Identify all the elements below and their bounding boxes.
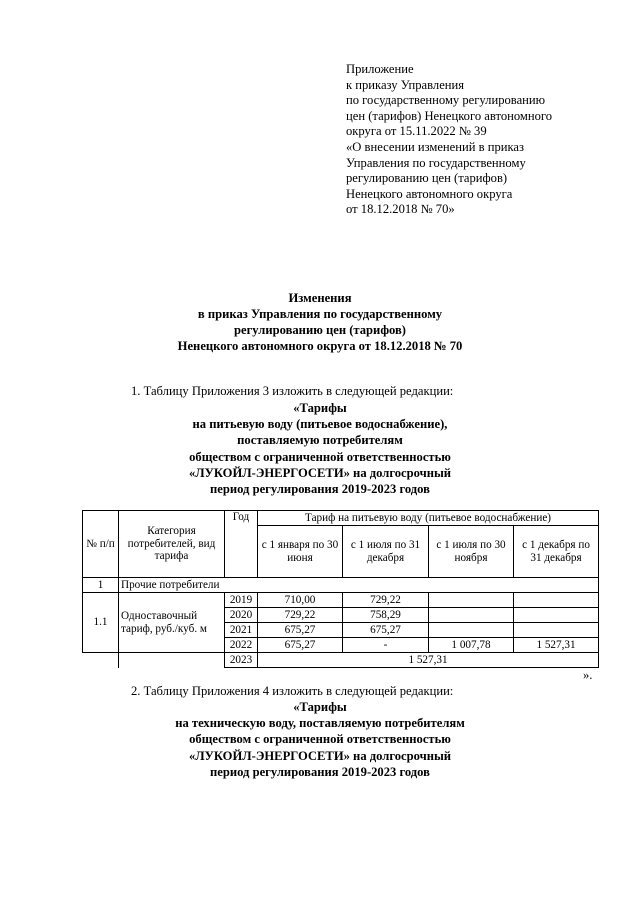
- header-year: Год: [225, 511, 258, 578]
- row-value: [429, 593, 514, 608]
- heading-line: «ЛУКОЙЛ-ЭНЕРГОСЕТИ» на долгосрочный: [188, 465, 452, 480]
- appendix-block: [346, 62, 616, 218]
- item-2-tariff-heading: [0, 699, 640, 780]
- appendix-line: округа от 15.11.2022 № 39: [346, 124, 487, 139]
- row-value: 1 007,78: [429, 638, 514, 653]
- document-title: [0, 290, 640, 354]
- title-line: Изменения: [288, 291, 352, 305]
- heading-line: обществом с ограниченной ответственностью: [189, 732, 451, 747]
- title-line: Ненецкого автономного округа от 18.12.2018 № 70: [177, 339, 463, 353]
- row-value: 675,27: [258, 638, 343, 653]
- heading-line: «Тарифы: [293, 700, 347, 714]
- row-year: 2023: [225, 653, 258, 668]
- appendix-line: по государственному регулированию: [346, 93, 546, 108]
- appendix-line: к приказу Управления: [346, 77, 465, 92]
- heading-line: период регулирования 2019-2023 годов: [210, 482, 430, 497]
- row-value: [514, 593, 599, 608]
- row-value: [429, 623, 514, 638]
- row-value: 675,27: [343, 623, 429, 638]
- row-value: 710,00: [258, 593, 343, 608]
- header-num: № п/п: [83, 511, 119, 578]
- heading-line: период регулирования 2019-2023 годов: [210, 764, 430, 779]
- row-value: -: [343, 638, 429, 653]
- appendix-line: Приложение: [346, 62, 414, 76]
- appendix-line: от 18.12.2018 № 70»: [346, 202, 455, 217]
- row-year: 2022: [225, 638, 258, 653]
- sub-category: Одноставочный тариф, руб./куб. м: [119, 593, 225, 653]
- row-value: [514, 608, 599, 623]
- heading-line: на техническую воду, поставляемую потребителям: [175, 716, 465, 731]
- row-year: 2021: [225, 623, 258, 638]
- row-value: 758,29: [343, 608, 429, 623]
- appendix-line: «О внесении изменений в приказ: [346, 139, 524, 154]
- heading-line: «ЛУКОЙЛ-ЭНЕРГОСЕТИ» на долгосрочный: [188, 748, 452, 763]
- row-value: 729,22: [258, 608, 343, 623]
- row-year: 2019: [225, 593, 258, 608]
- title-line: регулированию цен (тарифов): [233, 323, 407, 337]
- header-period: с 1 июля по 30 ноября: [429, 526, 514, 578]
- row-year: 2020: [225, 608, 258, 623]
- header-period: с 1 декабря по 31 декабря: [514, 526, 599, 578]
- header-category: Категория потребителей, вид тарифа: [119, 511, 225, 578]
- appendix-line: регулированию цен (тарифов): [346, 171, 508, 186]
- tariff-table: [82, 510, 599, 668]
- header-period: с 1 июля по 31 декабря: [343, 526, 429, 578]
- row-value-merged: 1 527,31: [258, 653, 599, 668]
- title-line: в приказ Управления по государственному: [197, 307, 443, 321]
- group-num: 1: [83, 578, 119, 593]
- item-2-text: 2. Таблицу Приложения 4 изложить в следующей редакции:: [131, 684, 454, 698]
- group-label: Прочие потребители: [119, 578, 599, 593]
- row-value: 1 527,31: [514, 638, 599, 653]
- row-value: [429, 608, 514, 623]
- header-tariff-group: Тариф на питьевую воду (питьевое водоснабжение): [258, 511, 599, 526]
- appendix-line: Управления по государственному: [346, 155, 526, 170]
- appendix-line: цен (тарифов) Ненецкого автономного: [346, 108, 553, 123]
- table-row: [83, 593, 599, 608]
- sub-num: 1.1: [83, 593, 119, 653]
- heading-line: поставляемую потребителям: [237, 433, 403, 448]
- row-value: 729,22: [343, 593, 429, 608]
- header-period: с 1 января по 30 июня: [258, 526, 343, 578]
- heading-line: на питьевую воду (питьевое водоснабжение),: [192, 417, 448, 432]
- item-1-text: 1. Таблицу Приложения 3 изложить в следующей редакции:: [131, 384, 454, 398]
- appendix-line: Ненецкого автономного округа: [346, 186, 513, 201]
- table-row: [83, 653, 599, 668]
- table-closing-quote: ».: [583, 668, 593, 682]
- heading-line: обществом с ограниченной ответственностью: [189, 449, 451, 464]
- heading-line: «Тарифы: [293, 401, 347, 415]
- row-value: 675,27: [258, 623, 343, 638]
- item-1-tariff-heading: [0, 400, 640, 497]
- row-value: [514, 623, 599, 638]
